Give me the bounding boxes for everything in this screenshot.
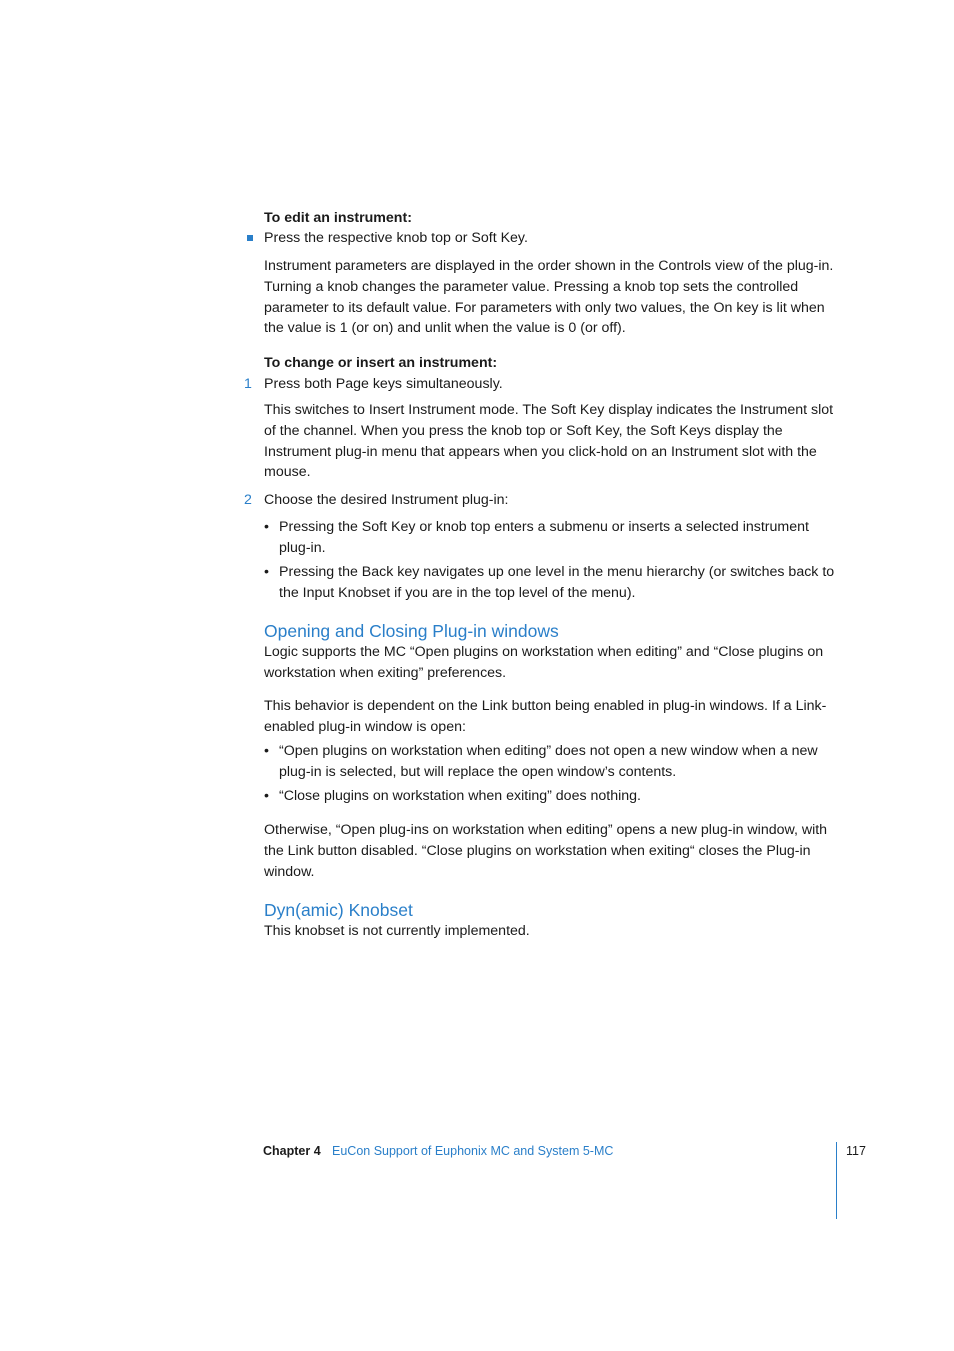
opening-paragraph-2: This behavior is dependent on the Link button being enabled in plug-in windows. If a Link-enabled plug-in window is open: bbox=[264, 698, 827, 735]
square-bullet-icon bbox=[247, 235, 253, 241]
footer-divider bbox=[836, 1142, 837, 1219]
page-number: 117 bbox=[846, 1144, 866, 1158]
opening-paragraph-3: Otherwise, “Open plug-ins on workstation when editing” opens a new plug-in window, with the Link button disabled. “Close plugins on workstation when exiting“ closes the Plug-in window. bbox=[264, 822, 828, 880]
procedure-title-edit: To edit an instrument: bbox=[264, 210, 412, 226]
dynamic-paragraph: This knobset is not currently implemented. bbox=[264, 923, 530, 939]
step1-text: Press both Page keys simultaneously. bbox=[264, 376, 503, 392]
procedure-title-change: To change or insert an instrument: bbox=[264, 355, 498, 371]
edit-bullet-text: Press the respective knob top or Soft Key. bbox=[264, 230, 528, 246]
footer-chapter-title: EuCon Support of Euphonix MC and System 5-MC bbox=[332, 1144, 614, 1158]
bullet-icon: • bbox=[264, 788, 269, 804]
bullet-icon: • bbox=[264, 743, 269, 759]
list-item: Pressing the Soft Key or knob top enters a submenu or inserts a selected instrument plug-in. bbox=[279, 519, 809, 556]
list-item: “Close plugins on workstation when exiting” does nothing. bbox=[279, 788, 641, 804]
step-number-1: 1 bbox=[244, 376, 252, 392]
step-number-2: 2 bbox=[244, 492, 252, 508]
section-heading-dynamic: Dyn(amic) Knobset bbox=[264, 900, 413, 920]
list-item: Pressing the Back key navigates up one level in the menu hierarchy (or switches back to the Input Knobset if you are in the top level of the menu). bbox=[279, 564, 835, 601]
step2-text: Choose the desired Instrument plug-in: bbox=[264, 492, 509, 508]
opening-paragraph-1: Logic supports the MC “Open plugins on workstation when editing” and “Close plugins on workstation when exiting” preferences. bbox=[264, 644, 824, 681]
bullet-icon: • bbox=[264, 564, 269, 580]
footer-chapter: Chapter 4 bbox=[263, 1144, 321, 1158]
bullet-icon: • bbox=[264, 519, 269, 535]
edit-paragraph: Instrument parameters are displayed in the order shown in the Controls view of the plug-in. Turning a knob changes the parameter value. Pressing a knob top sets the controlled parameter to its default value. For parameters with only two values, the On key is lit when the value is 1 (or on) and unlit when the value is 0 (or off). bbox=[264, 258, 834, 337]
list-item: “Open plugins on workstation when editing” does not open a new window when a new plug-in is selected, but will replace the open window’s contents. bbox=[279, 743, 818, 780]
step1-paragraph: This switches to Insert Instrument mode. The Soft Key display indicates the Instrument slot of the channel. When you press the knob top or Soft Key, the Soft Keys display the Instrument plug-in menu that appears when you click-hold on an Instrument slot with the mouse. bbox=[264, 402, 834, 481]
section-heading-opening: Opening and Closing Plug-in windows bbox=[264, 621, 559, 641]
